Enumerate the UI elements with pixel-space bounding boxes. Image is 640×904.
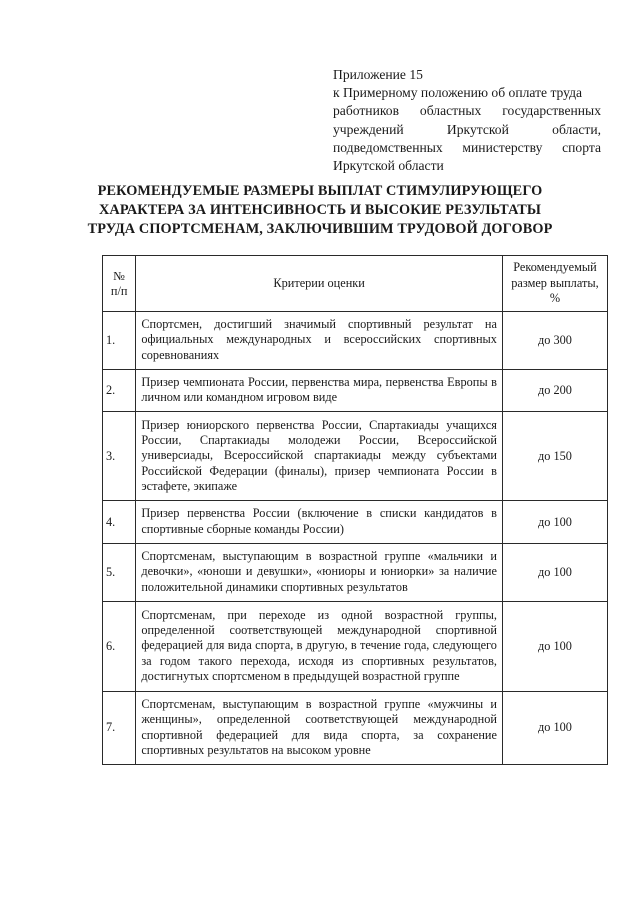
row-payment: до 200 [502,369,607,412]
row-number: 3. [103,412,136,501]
table-row [103,544,608,602]
row-payment: до 100 [502,544,607,602]
header-payment-line3: % [549,291,561,306]
row-payment: до 100 [502,601,607,691]
header-number-line2: п/п [110,283,128,298]
row-criteria: Спортсменам, при переходе из одной возрастной группы, определенной соответствующей международной спортивной федерацией для вида спорта, в другую, в течение года, следующего за годом такого перехода, исходя из спортивных результатов, достигнутых спортсменом в предыдущей возрастной группе [136,601,503,691]
table-row [103,369,608,412]
title-line: РЕКОМЕНДУЕМЫЕ РАЗМЕРЫ ВЫПЛАТ СТИМУЛИРУЮЩЕГО [97,183,543,199]
appendix-line: подведомственных министерству спорта [333,139,601,155]
header-criteria: Критерии оценки [136,256,503,312]
row-payment: до 300 [502,312,607,370]
header-payment-line1: Рекомендуемый [513,260,597,275]
header-payment-line2: размер выплаты, [511,275,599,290]
row-payment: до 150 [502,412,607,501]
appendix-line: Иркутской области [333,158,444,174]
row-criteria: Спортсменам, выступающим в возрастной группе «мальчики и девочки», «юноши и девушки», «юниоры и юниорки» за наличие положительной динамики спортивных результатов [136,544,503,602]
table-header-row [103,256,608,312]
table-row [103,691,608,764]
title-line: ХАРАКТЕРА ЗА ИНТЕНСИВНОСТЬ И ВЫСОКИЕ РЕЗУЛЬТАТЫ [98,202,542,218]
criteria-table [102,255,608,765]
appendix-line: работников областных государственных [333,103,601,119]
row-criteria: Призер чемпионата России, первенства мира, первенства Европы в личном или командном игровом виде [136,369,503,412]
header-number [103,256,136,312]
header-payment [502,256,607,312]
table-row [103,501,608,544]
row-criteria: Спортсмен, достигший значимый спортивный результат на официальных международных и всероссийских спортивных соревнованиях [136,312,503,370]
row-number: 1. [103,312,136,370]
appendix-line: к Примерному положению об оплате труда [333,85,583,101]
appendix-heading [333,66,601,175]
row-payment: до 100 [502,501,607,544]
row-number: 6. [103,601,136,691]
row-number: 5. [103,544,136,602]
document-title [60,182,580,239]
row-number: 7. [103,691,136,764]
row-number: 2. [103,369,136,412]
table-row [103,312,608,370]
header-number-line1: № [113,268,126,283]
appendix-line: учреждений Иркутской области, [333,121,601,137]
row-criteria: Призер юниорского первенства России, Спартакиады учащихся России, Спартакиады молодежи России, Всероссийской универсиады, Всероссийской спартакиады между субъектами Российской Федерации (финалы), призер чемпионата России в эстафете, экипаже [136,412,503,501]
table-row [103,601,608,691]
row-criteria: Спортсменам, выступающим в возрастной группе «мужчины и женщины», определенной соответствующей международной спортивной федерацией для вида спорта, за сохранение спортивных результатов на высоком уровне [136,691,503,764]
row-payment: до 100 [502,691,607,764]
table-row [103,412,608,501]
appendix-number: Приложение 15 [333,67,423,82]
title-line: ТРУДА СПОРТСМЕНАМ, ЗАКЛЮЧИВШИМ ТРУДОВОЙ ДОГОВОР [87,221,553,237]
row-criteria: Призер первенства России (включение в списки кандидатов в спортивные сборные команды России) [136,501,503,544]
row-number: 4. [103,501,136,544]
